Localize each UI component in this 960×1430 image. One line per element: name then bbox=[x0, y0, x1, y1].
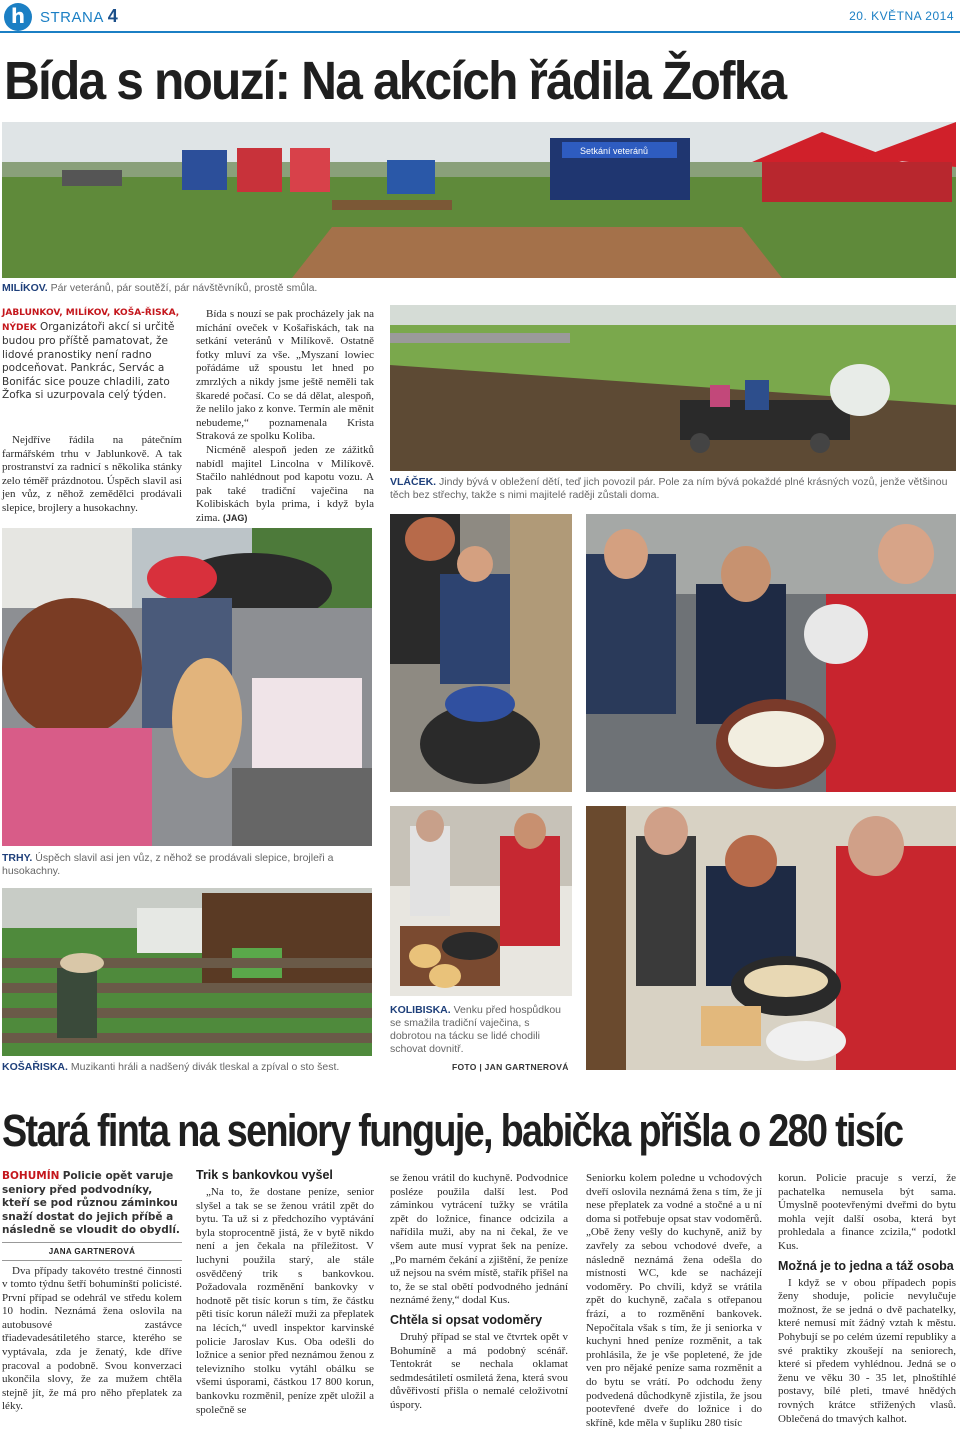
body-paragraph: „Na to, že dostane peníze, senior slyšel a tak se se ženou vrátil zpět do bytu. Ta už si z předchozího vyptávání byla stoprocentně jistá, že v bytě nikdo není a jen čekala na příležitost. V luchyni použila starý, ale stále osvědčený trik s bankovkou. Požadovala rozměnění bankovky v hodnotě pět tisíc korun s tím, že částku pěti tisíc korun náleží muži za přeplatek na lécích,“ uvedl inspektor karvinské policie Jaroslav Kus. Oba odešli do ložnice a senior před neznámou ženou z televizního stolku vytáhl obálku se všemi úsporami, částkou 17 800 korun, bankovku rozměnil, peníze zpět uložil a společně se bbox=[196, 1186, 374, 1416]
issue-date: 20. KVĚTNA 2014 bbox=[849, 9, 954, 23]
caption-keyword: KOŠAŘISKA. bbox=[2, 1061, 68, 1073]
caption-keyword: TRHY. bbox=[2, 852, 33, 864]
lead-places: JABLUNKOV, MILÍKOV, KOŠA-ŘISKA, NÝDEK bbox=[2, 308, 180, 333]
article2-headline: Stará finta na seniory funguje, babička přišla o 280 tisíc bbox=[2, 1105, 903, 1156]
caption-text: Pár veteránů, pár soutěží, pár návštěvníků, prostě smůla. bbox=[50, 282, 318, 294]
article1-body-col1 bbox=[2, 434, 182, 516]
body-paragraph: korun. Policie pracuje s verzí, že pachatelka nemusela být sama. Úmyslně pootevřenými dveřmi do bytu mohla vejít další osoba, která byt prohledala a finance zcizila,“ podotkl Kus. bbox=[778, 1172, 956, 1252]
body-paragraph: Nejdříve řádila na pátečním farmářském trhu v Jablunkově. A tak prostranství za radnicí s několika stánky zelo téměř prázdnotou. Úspěch slavil asi jen vůz, z něhož zemědělci prodávali slepice, brojlery a husokachny. bbox=[2, 434, 182, 514]
lead-text: Organizátoři akcí si určitě budou pro příště pamatovat, že lidové pranostiky není radno podceňovat. Pankrác, Servác a Bonifác sice pouze chladili, zato Žofka si uzurpovala celý týden. bbox=[2, 320, 175, 401]
body-paragraph: Druhý případ se stal ve čtvrtek opět v Bohumíně a má podobný scénář. Tentokrát se nechala oklamat sedmdesátiletí osmiletá žena, která svou důvěřivostí přišla o nemalé celoživotní úspory. bbox=[390, 1330, 568, 1411]
caption-text: Jindy bývá v obležení dětí, teď jich povozil pár. Pole za ním bývá pokaždé plné krásných vozů, jenže většinou těch bez střechy, takže s nimi majitelé raději zůstali doma. bbox=[390, 476, 948, 501]
photo-vlacek bbox=[390, 305, 956, 471]
body-paragraph: Dva případy takovéto trestné činnosti v tomto týdnu šetří bohumínští policisté. První případ se odehrál ve středu kolem 10 hodin. Neznámá žena oslovila na autobusové zastávce třiadevadesátiletého starce, kterého se vyptávala, zda je ženatý, kde dříve pracoval a podobně. Svou konverzaci ukončila slovy, že za mužem chtěla stejně jít, že má pro něho přeplatek za léky. bbox=[2, 1264, 182, 1413]
body-paragraph: Seniorku kolem poledne u vchodových dveří oslovila neznámá žena s tím, že jí nese přeplatek za vodné a stočné a u ní doma si potřebuje opsat stav vodoměrů. „Obě ženy vešly do kuchyně, aniž by zavřely za sebou vchodové dveře, a následně neznámá žena odešla do místnosti WC, kde se nacházejí vodoměry. Po chvíli, když se vrátila zpět do kuchyně, začala s otřepanou frází, a to rozměnění bankovek. Nepočítala však s tím, že ji seniorka v kuchyni hned peníze rozměnit, a tak prohlásila, že je vše popletené, že jde ven pro nějaké peníze sama rozměnit a do bytu se vrátí. Po odchodu ženy podvedená důchodkyně zjistila, že jsou pootevřené dveře do ložnice i do skříně, kde měla v šuplíku 280 tisíc bbox=[586, 1172, 762, 1429]
photo-kolibiska-2 bbox=[586, 514, 956, 792]
photo-kosariska bbox=[2, 888, 372, 1056]
caption-vlacek bbox=[390, 476, 956, 502]
body-paragraph: se ženou vrátil do kuchyně. Podvodnice posléze použila další lest. Pod záminkou vytrácení tužky se vrátila zpět do ložnice, finance odcizila a nařídila muži, aby na ni čekal, že ve všem aute musí vyprat šek na peníze. „Po marném čekání a zjištění, že peníze už nejsou na svém místě, stařík přišel na to, že se stal obětí podvodného jednání neznámé ženy,“ dodal Kus. bbox=[390, 1172, 568, 1307]
caption-kolibiska bbox=[390, 1004, 568, 1056]
article-author: JANA GARTNEROVÁ bbox=[48, 1246, 136, 1256]
article2-col1 bbox=[2, 1170, 182, 1414]
body-paragraph: Bída s nouzí se pak procházely jak na míchání oveček v Košařiskách, tak na setkání veteránů v Milíkově. Ostatně fotky mluví za vše. „Myszaní lowiec pořádáme už spoustu let hned po zmrzlých a nikdy jsme ještě neměli tak škaredé počasí. Co se dá dělat, alespoň, že nelilo jako z konve. Termín ale měnit nebudeme,“ poznamenala Krista Straková ze spolku Koliba. bbox=[196, 308, 374, 443]
article2-col5 bbox=[778, 1172, 956, 1426]
article2-col3 bbox=[390, 1172, 568, 1413]
caption-text: Úspěch slavil asi jen vůz, z něhož se prodávali slepice, brojleři a husokachny. bbox=[2, 852, 334, 877]
subheading: Trik s bankovkou vyšel bbox=[196, 1168, 333, 1182]
caption-keyword: MILÍKOV. bbox=[2, 282, 48, 294]
caption-keyword: KOLIBISKA. bbox=[390, 1004, 451, 1016]
article1-lead bbox=[2, 306, 182, 403]
article1-body-col2 bbox=[196, 308, 374, 526]
lead-place: BOHUMÍN bbox=[2, 1170, 60, 1182]
stage-banner: Setkání veteránů bbox=[580, 146, 649, 156]
photo-kolibiska-3 bbox=[390, 806, 572, 996]
caption-trhy bbox=[2, 852, 372, 878]
author-rule bbox=[2, 1260, 182, 1261]
article2-col2 bbox=[196, 1168, 374, 1417]
caption-text: Venku před hospůdkou se smažila tradiční vaječina, s dobrotou na tácku se lidé chodili schovat dovnitř. bbox=[390, 1004, 562, 1055]
article2-body-col1 bbox=[2, 1265, 182, 1415]
caption-kosariska bbox=[2, 1061, 372, 1074]
photo-kolibiska-4 bbox=[586, 806, 956, 1070]
header-rule bbox=[0, 31, 960, 33]
caption-text: Muzikanti hráli a nadšený divák tleskal a zpíval o sto šest. bbox=[70, 1061, 340, 1073]
newspaper-logo: h bbox=[4, 3, 32, 31]
caption-milikov bbox=[2, 282, 702, 295]
photo-milikov bbox=[2, 122, 956, 278]
subheading: Chtěla si opsat vodoměry bbox=[390, 1312, 543, 1327]
article-signature: (JAG) bbox=[222, 512, 248, 523]
page-number: 4 bbox=[107, 6, 119, 26]
photo-trhy bbox=[2, 528, 372, 846]
body-paragraph: Nicméně alespoň jeden ze zážitků nabídl majitel Lincolna v Milíkově. Stačilo nahlédnout pod kapotu vozu. A pak také tradiční vaječina na Kolibiskách byla prima, i když byla zima. bbox=[196, 443, 374, 524]
article2-lead bbox=[2, 1170, 182, 1238]
body-paragraph: I když se v obou případech popis ženy shoduje, policie nevylučuje možnost, že se jedná o dvě pachatelky, které nemusí mít žádný vztah k městu. Pohybují se po celém území republiky a své praktiky zkoušejí na seniorech, které si předem vyhlédnou. Jedná se o ženu ve věku 30 - 35 let, plnoštíhlé postavy, bílé pleti, tmavé hnědých rovných krátce střižených vlasů. Oblečená do tmavých kalhot. bbox=[778, 1276, 956, 1425]
article1-headline: Bída s nouzí: Na akcích řádila Žofka bbox=[4, 51, 786, 111]
photo-credit: FOTO | JAN GARTNEROVÁ bbox=[452, 1062, 569, 1072]
page-label-text: STRANA bbox=[40, 9, 104, 26]
page-label bbox=[40, 6, 118, 27]
lead-text: Policie opět varuje seniory před podvodníky, kteří se pod různou záminkou snaží dostat do jejich příbě a následně se vloudit do obydlí. bbox=[2, 1170, 180, 1236]
caption-keyword: VLÁČEK. bbox=[390, 476, 437, 488]
photo-kolibiska-1 bbox=[390, 514, 572, 792]
article2-col4 bbox=[586, 1172, 762, 1430]
author-rule bbox=[2, 1242, 182, 1243]
subheading: Možná je to jedna a táž osoba bbox=[778, 1258, 954, 1273]
